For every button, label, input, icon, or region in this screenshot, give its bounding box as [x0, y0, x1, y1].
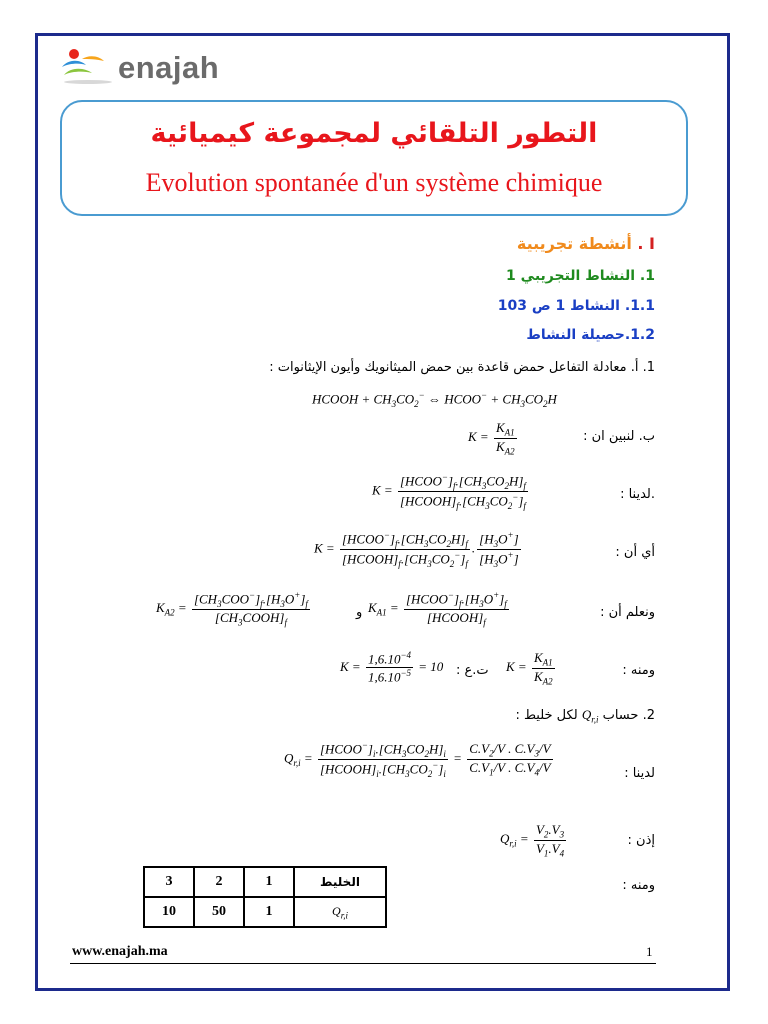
subsection-1-2: 1.2.حصيلة النشاط — [526, 327, 655, 343]
paragraph-we-have: .لدينا : — [620, 487, 655, 502]
equation-k-ratio: K = $\frac{K_{A1}}{K_{A2}}$ — [468, 420, 515, 457]
reaction-equation: HCOOH + $CH_3CO_2^-$ ⇔ HCOO− + $CH_3CO_2H$ — [312, 390, 557, 409]
equation-k-ka: K = $\frac{K_{A1}}{K_{A2}}$ — [506, 650, 553, 687]
numeric-app-label: ت.ع : — [456, 663, 489, 678]
table-cell: الخليط — [294, 867, 386, 897]
section-1-heading — [517, 234, 655, 253]
table-cell-qri: $Q_{r,i}$ — [294, 897, 386, 927]
table-row — [144, 897, 386, 927]
equation-k-value: K = $\frac{1,6.10^{-4}}{1,6.10^{-5}}$ = 10 — [340, 650, 444, 685]
brand-name: enajah — [118, 50, 220, 85]
table-cell: 50 — [194, 897, 244, 927]
section-1-number: I . — [637, 234, 655, 253]
equation-qri-simplified: $Q_{r,i}$ = $\frac{V_2.V_3}{V_1.V_4}$ — [500, 822, 565, 859]
paragraph-therefore: إذن : — [627, 833, 655, 848]
paragraph-1a: 1. أ. معادلة التفاعل حمض قاعدة بين حمض الميثانويك وأيون الإيثانوات : — [269, 360, 655, 375]
equation-qri: $Q_{r,i}$ = $\frac{[HCOO^-]_i.[CH_3CO_2H]_i}{[HCOOH]_i.[CH_3CO_2^-]_i}$ = $\frac{C.V_2/V . C.V_3/V}{C.V_1/V . C.V_4/V}$ — [284, 740, 551, 779]
paragraph-1b: ب. لنبين ان : — [583, 429, 655, 444]
paragraph-we-know: ونعلم أن : — [600, 605, 655, 620]
section-1-label: أنشطة تجريبية — [516, 234, 632, 253]
subsection-1-1: 1.1. النشاط 1 ص 103 — [497, 298, 655, 314]
paragraph-we-have-2: لدينا : — [624, 766, 655, 781]
subsection-1: 1. النشاط التجريبي 1 — [506, 268, 655, 284]
title-arabic: التطور التلقائي لمجموعة كيميائية — [150, 118, 598, 149]
footer-website: www.enajah.ma — [72, 944, 168, 959]
table-cell: 3 — [144, 867, 194, 897]
table-cell: 10 — [144, 897, 194, 927]
paragraph-that-is: أي أن : — [615, 545, 655, 560]
footer-page-number: 1 — [646, 944, 653, 959]
paragraph-hence-2: ومنه : — [622, 878, 655, 893]
equation-ka1: $K_{A1}$ = $\frac{[HCOO^-]_f.[H_3O^+]_f}{[HCOOH]_f}$ — [368, 590, 507, 628]
k-result: = 10 — [418, 658, 444, 674]
mixtures-table — [143, 866, 387, 928]
table-cell: 2 — [194, 867, 244, 897]
equation-k-definition: K = $\frac{[HCOO^-]_f.[CH_3CO_2H]_f}{[HCOOH]_f.[CH_3CO_2^-]_f}$ — [372, 472, 526, 511]
paragraph-hence: ومنه : — [622, 663, 655, 678]
paragraph-2-label: 2. حساب — [602, 708, 655, 723]
and-word: و — [356, 605, 363, 620]
title-french: Evolution spontanée d'un système chimique — [145, 168, 603, 197]
equation-ka2: $K_{A2}$ = $\frac{[CH_3COO^-]_f.[H_3O^+]_f}{[CH_3COOH]_f}$ — [156, 590, 308, 628]
table-cell: 1 — [244, 867, 294, 897]
table-cell: 1 — [244, 897, 294, 927]
paragraph-2 — [515, 707, 655, 725]
paragraph-2-end: لكل خليط : — [515, 708, 578, 723]
q-ri-symbol: $Q_{r,i}$ — [581, 707, 599, 725]
table-row — [144, 867, 386, 897]
footer-divider — [70, 963, 656, 964]
equation-k-expanded: K = $\frac{[HCOO^-]_f.[CH_3CO_2H]_f}{[HCOOH]_f.[CH_3CO_2^-]_f}$ . $\frac{[H_3O^+]}{[H_3O^+]}$ — [314, 530, 519, 569]
